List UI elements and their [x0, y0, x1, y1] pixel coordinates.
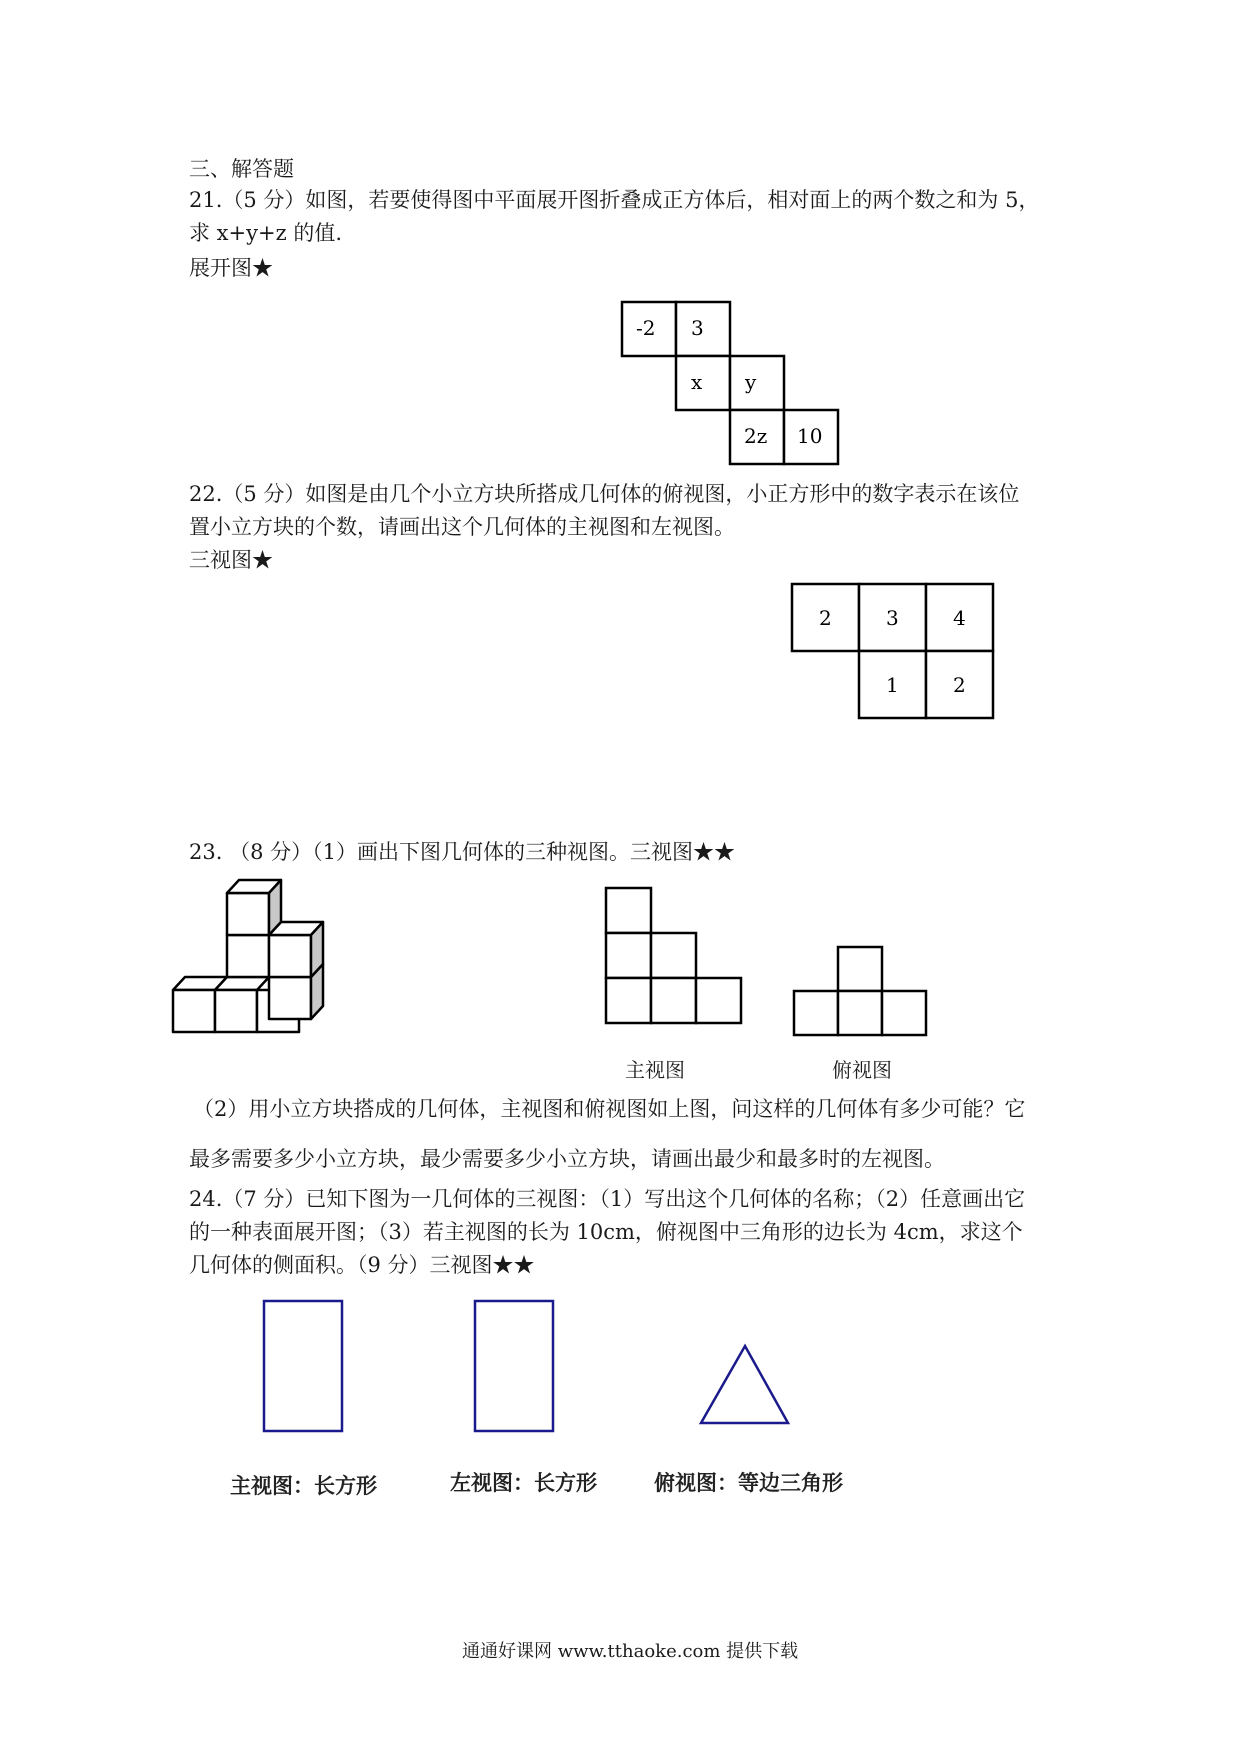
- grid-value-r1c3: 4: [953, 606, 966, 630]
- q24-line2: 的一种表面展开图；（3）若主视图的长为 10cm，俯视图中三角形的边长为 4cm，求这个: [189, 1220, 1023, 1244]
- top-view-cell: [838, 991, 882, 1035]
- footer-text: 通通好课网 www.tthaoke.com 提供下载: [462, 1641, 799, 1662]
- net-cell-c: [676, 356, 730, 410]
- cube-net-figure: [620, 300, 840, 470]
- cube-front-face: [227, 893, 269, 935]
- q22-line1: 22.（5 分）如图是由几个小立方块所搭成几何体的俯视图，小正方形中的数字表示在该位: [189, 482, 1020, 506]
- front-view-cell: [606, 888, 651, 933]
- cube-front-face: [269, 935, 311, 977]
- q22-tag: 三视图★: [189, 548, 273, 572]
- top-view-cell: [794, 991, 838, 1035]
- front-view-cell: [606, 933, 651, 978]
- cube-stack-figure: [170, 878, 330, 1038]
- cube-front-face: [173, 990, 215, 1032]
- front-view-cell: [651, 978, 696, 1023]
- front-view-cell: [651, 933, 696, 978]
- q23-part2-line2: 最多需要多少小立方块，最少需要多少小立方块，请画出最少和最多时的左视图。: [189, 1147, 945, 1171]
- grid-value-r2c3: 2: [953, 673, 966, 697]
- q24-front-rectangle: [262, 1299, 344, 1433]
- section-title: 三、解答题: [189, 157, 294, 181]
- q24-top-triangle: [698, 1344, 792, 1426]
- q21-line1: 21.（5 分）如图，若要使得图中平面展开图折叠成正方体后，相对面上的两个数之和为 5，: [189, 188, 1040, 212]
- rectangle-shape: [475, 1301, 553, 1431]
- top-view-grid: [790, 582, 995, 722]
- net-value-a: -2: [636, 316, 656, 340]
- grid-value-r2c2: 1: [886, 673, 899, 697]
- net-cell-d: [730, 356, 784, 410]
- q22-line2: 置小立方块的个数，请画出这个几何体的主视图和左视图。: [189, 515, 735, 539]
- q24-top-label: 俯视图：等边三角形: [654, 1471, 843, 1495]
- front-view-figure: [604, 886, 744, 1026]
- q21-tag: 展开图★: [189, 256, 273, 280]
- cube-front-face: [269, 977, 311, 1019]
- net-value-c: x: [691, 370, 703, 394]
- net-value-d: y: [745, 370, 757, 394]
- q23-line1: 23. （8 分）（1）画出下图几何体的三种视图。三视图★★: [189, 840, 735, 864]
- top-view-cell: [838, 947, 882, 991]
- net-value-e: 2z: [744, 424, 768, 448]
- q21-line2: 求 x+y+z 的值.: [189, 221, 342, 245]
- front-view-cell: [606, 978, 651, 1023]
- top-view-cell: [882, 991, 926, 1035]
- top-view-figure: [792, 945, 930, 1037]
- grid-value-r1c1: 2: [819, 606, 832, 630]
- q23-part2-line1: （2）用小立方块搭成的几何体，主视图和俯视图如上图，问这样的几何体有多少可能？它: [193, 1097, 1026, 1121]
- rectangle-shape: [264, 1301, 342, 1431]
- cube-front-face: [227, 935, 269, 977]
- q24-left-label: 左视图：长方形: [450, 1471, 597, 1495]
- net-value-f: 10: [797, 424, 823, 448]
- cube-front-face: [215, 990, 257, 1032]
- front-view-cell: [696, 978, 741, 1023]
- triangle-shape: [701, 1346, 788, 1423]
- top-view-label: 俯视图: [832, 1058, 892, 1082]
- q24-front-label: 主视图：长方形: [230, 1474, 377, 1498]
- net-value-b: 3: [691, 316, 704, 340]
- grid-value-r1c2: 3: [886, 606, 899, 630]
- q24-line1: 24.（7 分）已知下图为一几何体的三视图：（1）写出这个几何体的名称；（2）任意画出它: [189, 1187, 1026, 1211]
- q24-left-rectangle: [473, 1299, 555, 1433]
- q24-line3: 几何体的侧面积。（9 分）三视图★★: [189, 1253, 535, 1277]
- front-view-label: 主视图: [625, 1058, 685, 1082]
